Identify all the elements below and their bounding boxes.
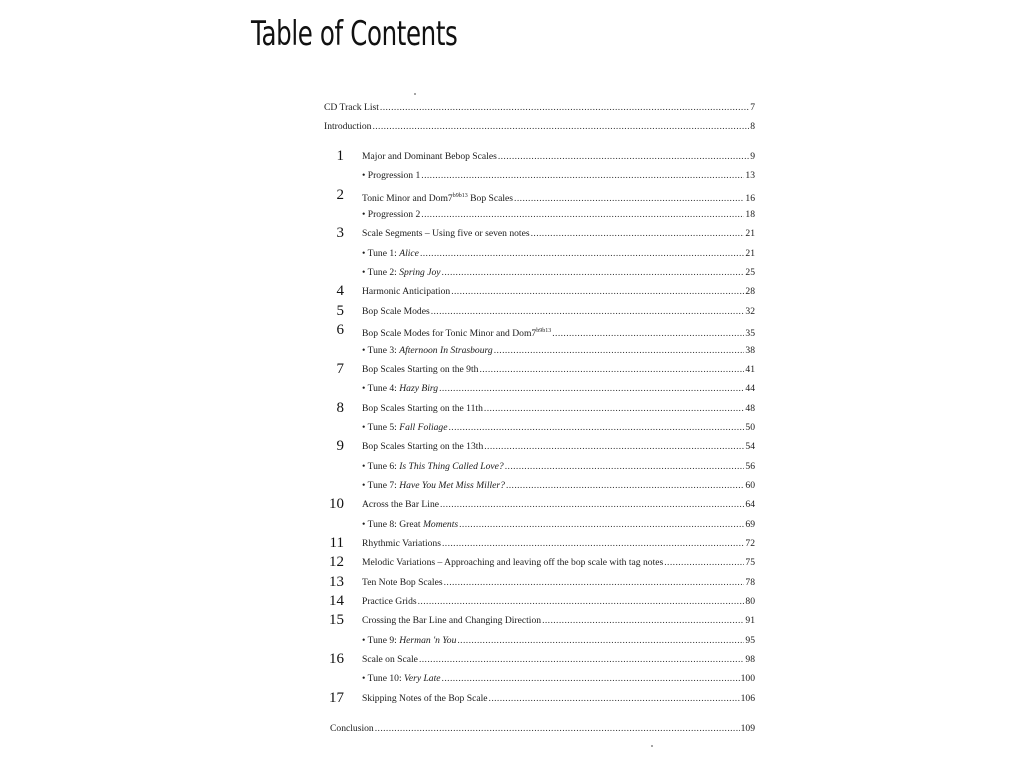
leader-dots xyxy=(442,537,744,551)
chapter-entry[interactable] xyxy=(362,692,755,706)
leader-dots xyxy=(439,382,744,396)
leader-dots xyxy=(484,402,745,416)
entry-title: Practice Grids xyxy=(362,596,417,608)
chapter-entry[interactable] xyxy=(362,324,755,338)
chapter-number: 15 xyxy=(329,612,344,629)
entry-title: • Progression 2 xyxy=(362,208,420,222)
entry-title: • Tune 2: Spring Joy xyxy=(362,266,441,280)
chapter-number: 6 xyxy=(336,322,344,339)
leader-dots xyxy=(448,421,744,435)
entry-title: Scale on Scale xyxy=(362,654,418,666)
chapter-number: 10 xyxy=(329,496,344,513)
chapter-entry[interactable] xyxy=(362,189,755,203)
page-number: 80 xyxy=(745,596,755,608)
leader-dots xyxy=(421,208,744,222)
leader-dots xyxy=(459,518,744,532)
chapter-entry[interactable] xyxy=(362,537,755,551)
chapter-number: 17 xyxy=(329,689,344,706)
leader-dots xyxy=(552,327,744,341)
tune-entry[interactable] xyxy=(362,169,755,183)
page-number: 50 xyxy=(745,421,755,433)
leader-dots xyxy=(431,305,745,319)
tune-entry[interactable] xyxy=(362,479,755,493)
chapter-number: 16 xyxy=(329,651,344,668)
page-number: 38 xyxy=(745,344,755,356)
entry-title: • Tune 1: Alice xyxy=(362,247,419,261)
chapter-number: 1 xyxy=(336,148,344,164)
leader-dots xyxy=(489,692,740,706)
leader-dots xyxy=(505,460,745,474)
tune-entry[interactable] xyxy=(362,382,755,396)
tune-entry[interactable] xyxy=(362,672,755,686)
entry-title: • Tune 3: Afternoon In Strasbourg xyxy=(362,344,493,358)
tune-entry[interactable] xyxy=(362,518,755,532)
page-number: 9 xyxy=(750,151,755,162)
page-number: 106 xyxy=(740,692,755,704)
entry-title: Bop Scales Starting on the 13th xyxy=(362,441,484,453)
tune-entry[interactable] xyxy=(362,634,755,648)
chapter-number: 8 xyxy=(336,399,344,416)
leader-dots xyxy=(498,150,749,164)
chapter-entry[interactable] xyxy=(362,498,755,512)
page-number: 21 xyxy=(745,228,755,240)
page-number: 78 xyxy=(745,576,755,588)
entry-title: • Tune 7: Have You Met Miss Miller? xyxy=(362,479,505,493)
page-number: 13 xyxy=(745,170,755,182)
chapter-entry[interactable] xyxy=(362,595,755,609)
leader-dots xyxy=(479,363,744,377)
entry-title: Ten Note Bop Scales xyxy=(362,576,443,588)
page-number: 32 xyxy=(745,305,755,317)
tune-entry[interactable] xyxy=(362,421,755,435)
entry-title: Introduction xyxy=(324,121,372,132)
chapter-number: 13 xyxy=(329,573,344,590)
entry-title: Rhythmic Variations xyxy=(362,538,441,549)
page-number: 18 xyxy=(745,209,755,221)
entry-title: Across the Bar Line xyxy=(362,499,439,511)
entry-title: • Progression 1 xyxy=(362,169,420,183)
entry-title: • Tune 6: Is This Thing Called Love? xyxy=(362,460,504,474)
chapter-entry[interactable] xyxy=(362,363,755,377)
leader-dots xyxy=(372,120,749,134)
chapter-number: 2 xyxy=(336,186,344,203)
leader-dots xyxy=(506,479,744,493)
entry-title: Major and Dominant Bebop Scales xyxy=(362,151,497,162)
page-number: 41 xyxy=(745,363,755,375)
page-number: 8 xyxy=(750,121,755,132)
entry-title: Scale Segments – Using five or seven notes xyxy=(362,228,530,240)
tune-entry[interactable] xyxy=(362,460,755,474)
chapter-entry[interactable] xyxy=(362,440,755,454)
entry-title: Harmonic Anticipation xyxy=(362,286,451,298)
entry-title: Bop Scales Starting on the 11th xyxy=(362,402,483,414)
entry-title: Melodic Variations – Approaching and leaving off the bop scale with tag notes xyxy=(362,557,664,569)
leader-dots xyxy=(442,672,740,686)
page-number: 72 xyxy=(745,538,755,549)
page-number: 35 xyxy=(745,328,755,340)
chapter-entry[interactable] xyxy=(362,402,755,416)
leader-dots xyxy=(375,722,740,736)
page-number: 54 xyxy=(745,441,755,453)
leader-dots xyxy=(514,192,744,206)
leader-dots xyxy=(420,247,744,261)
entry-title: Bop Scales Starting on the 9th xyxy=(362,363,479,375)
leader-dots xyxy=(419,653,744,667)
tune-entry[interactable] xyxy=(362,247,755,261)
chapter-number: 3 xyxy=(336,225,344,242)
chapter-number: 11 xyxy=(329,535,344,551)
page-number: 100 xyxy=(740,673,755,685)
entry-title: CD Track List xyxy=(324,102,379,113)
front-matter-entry[interactable] xyxy=(324,120,755,134)
entry-title: Conclusion xyxy=(330,723,374,734)
leader-dots xyxy=(457,634,744,648)
chapter-entry[interactable] xyxy=(362,614,755,628)
page-title: Table of Contents xyxy=(251,14,458,54)
page-number: 91 xyxy=(745,615,755,627)
tune-entry[interactable] xyxy=(362,344,755,358)
page-number: 28 xyxy=(745,286,755,298)
leader-dots xyxy=(440,498,744,512)
page-number: 75 xyxy=(745,557,755,569)
chapter-entry[interactable] xyxy=(362,150,755,164)
scan-speck xyxy=(651,745,653,747)
back-matter-entry[interactable] xyxy=(330,722,755,736)
tune-entry[interactable] xyxy=(362,266,755,280)
page-number: 95 xyxy=(745,634,755,646)
entry-title: Crossing the Bar Line and Changing Direction xyxy=(362,615,542,627)
page-number: 16 xyxy=(745,192,755,204)
page-number: 44 xyxy=(745,383,755,395)
entry-title: • Tune 8: Great Moments xyxy=(362,518,458,532)
leader-dots xyxy=(418,595,745,609)
entry-title: • Tune 10: Very Late xyxy=(362,672,441,686)
page-number: 109 xyxy=(740,723,755,734)
chapter-number: 14 xyxy=(329,593,344,610)
page-number: 56 xyxy=(745,460,755,472)
page-number: 98 xyxy=(745,654,755,666)
leader-dots xyxy=(444,576,745,590)
page-number: 7 xyxy=(750,102,755,113)
chapter-number: 4 xyxy=(336,283,344,300)
entry-title: • Tune 4: Hazy Birg xyxy=(362,382,438,396)
chapter-number: 9 xyxy=(336,438,344,455)
chapter-entry[interactable] xyxy=(362,227,755,241)
entry-title: • Tune 5: Fall Foliage xyxy=(362,421,447,435)
chapter-entry[interactable] xyxy=(362,653,755,667)
entry-title: Skipping Notes of the Bop Scale xyxy=(362,692,488,704)
leader-dots xyxy=(484,440,744,454)
entry-title: Tonic Minor and $Dom7^{b9b13}$ Bop Scales xyxy=(362,192,514,204)
chapter-number: 7 xyxy=(336,360,344,377)
leader-dots xyxy=(664,556,744,570)
chapter-entry[interactable] xyxy=(362,556,755,570)
leader-dots xyxy=(542,614,744,628)
chapter-number: 12 xyxy=(329,554,344,571)
page-number: 69 xyxy=(745,518,755,530)
chapter-entry[interactable] xyxy=(362,305,755,319)
entry-title: Bop Scale Modes for Tonic Minor and $Dom7^{b9b13}$ xyxy=(362,328,552,340)
chapter-number: 5 xyxy=(336,302,344,319)
tune-entry[interactable] xyxy=(362,208,755,222)
page-number: 25 xyxy=(745,267,755,279)
chapter-entry[interactable] xyxy=(362,285,755,299)
page-number: 48 xyxy=(745,402,755,414)
leader-dots xyxy=(380,101,749,115)
page-number: 21 xyxy=(745,247,755,259)
page-number: 60 xyxy=(745,479,755,491)
leader-dots xyxy=(494,344,745,358)
entry-title: Bop Scale Modes xyxy=(362,305,430,317)
entry-title: • Tune 9: Herman 'n You xyxy=(362,634,456,648)
scan-speck xyxy=(414,93,416,95)
leader-dots xyxy=(442,266,745,280)
leader-dots xyxy=(421,169,744,183)
front-matter-entry[interactable] xyxy=(324,101,755,115)
leader-dots xyxy=(451,285,744,299)
page-number: 64 xyxy=(745,499,755,511)
chapter-entry[interactable] xyxy=(362,576,755,590)
leader-dots xyxy=(531,227,745,241)
